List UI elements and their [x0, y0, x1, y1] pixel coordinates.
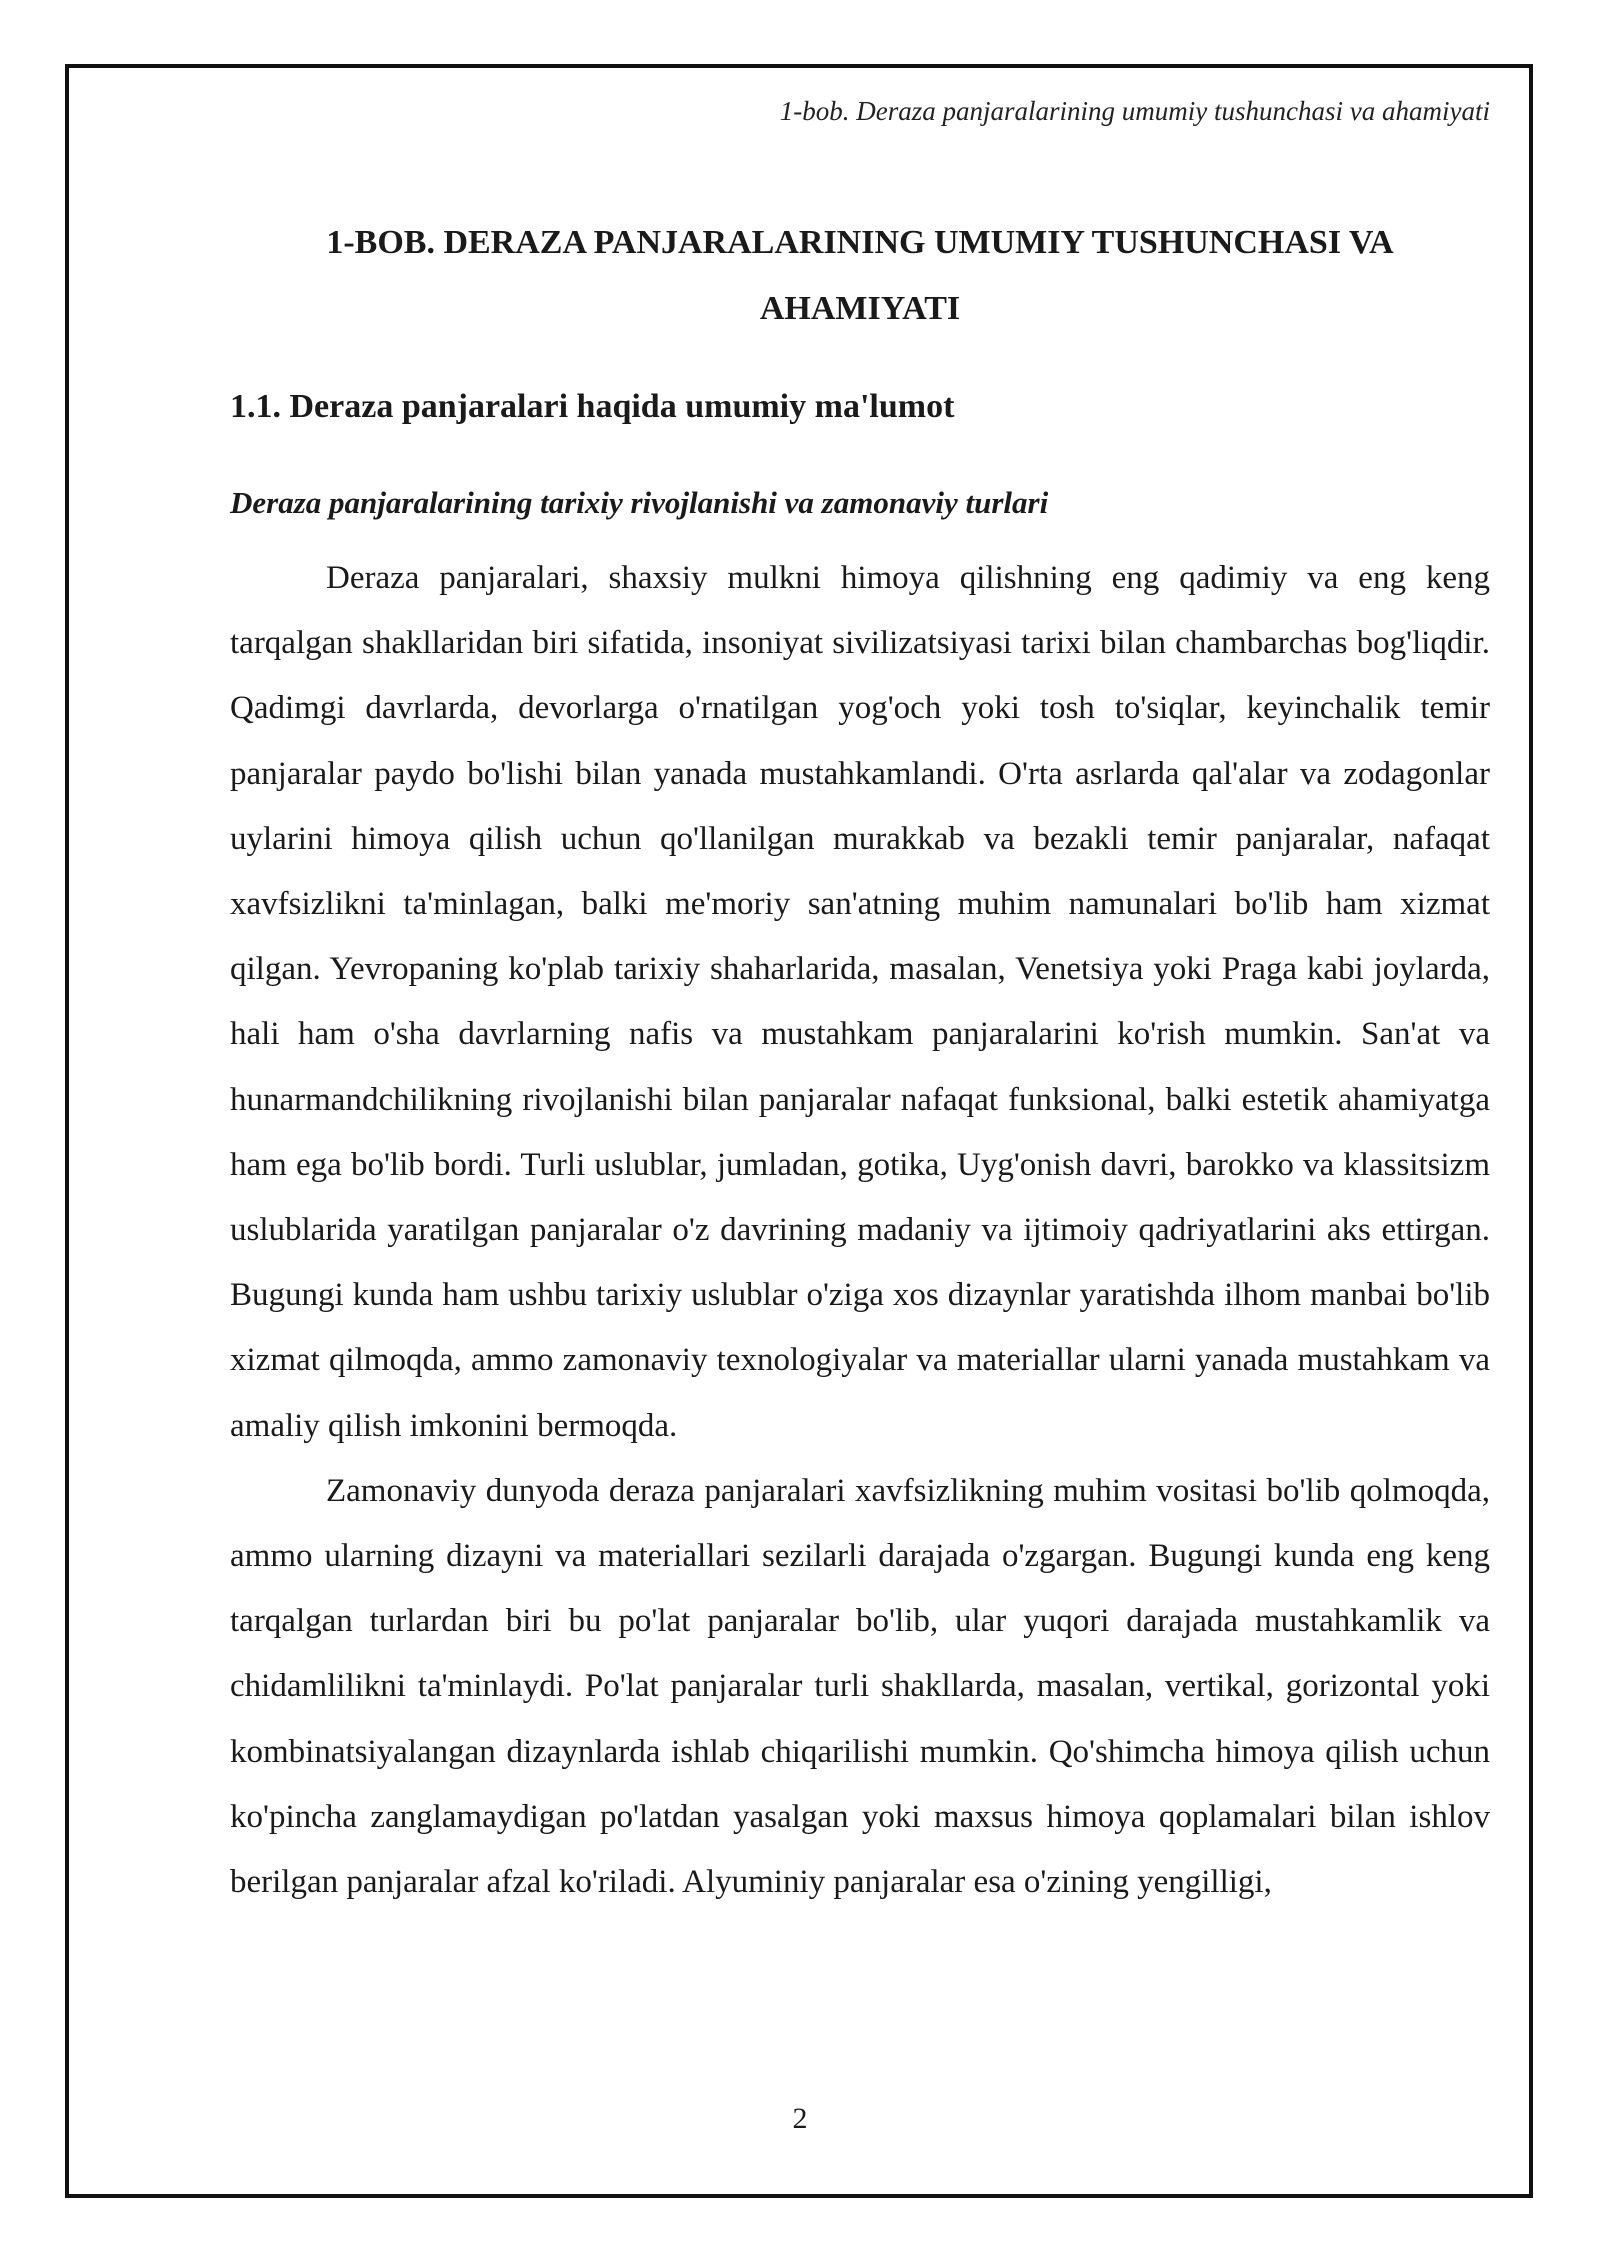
- section-heading: 1.1. Deraza panjaralari haqida umumiy ma'lumot: [230, 388, 955, 425]
- chapter-title: [230, 210, 1490, 342]
- page-number: 2: [792, 2102, 808, 2135]
- subsection-heading: Deraza panjaralarining tarixiy rivojlanishi va zamonaviy turlari: [230, 485, 1049, 520]
- chapter-title-line-1: 1-BOB. DERAZA PANJARALARINING UMUMIY TUSHUNCHASI VA: [326, 224, 1394, 261]
- paragraph: Zamonaviy dunyoda deraza panjaralari xavfsizlikning muhim vositasi bo'lib qolmoqda, ammo ularning dizayni va materiallari sezilarli darajada o'zgargan. Bugungi kunda eng keng tarqalgan turlardan biri bu po'lat panjaralar bo'lib, ular yuqori darajada mustahkamlik va chidamlilikni ta'minlaydi. Po'lat panjaralar turli shakllarda, masalan, vertikal, gorizontal yoki kombinatsiyalangan dizaynlarda ishlab chiqarilishi mumkin. Qo'shimcha himoya qilish uchun ko'pincha zanglamaydigan po'latdan yasalgan yoki maxsus himoya qoplamalari bilan ishlov berilgan panjaralar afzal ko'riladi. Alyuminiy panjaralar esa o'zining yengilligi,: [230, 1472, 1490, 1901]
- running-header: 1-bob. Deraza panjaralarining umumiy tushunchasi va ahamiyati: [779, 96, 1490, 126]
- paragraph: Deraza panjaralari, shaxsiy mulkni himoya qilishning eng qadimiy va eng keng tarqalgan shakllaridan biri sifatida, insoniyat sivilizatsiyasi tarixi bilan chambarchas bog'liqdir. Qadimgi davrlarda, devorlarga o'rnatilgan yog'och yoki tosh to'siqlar, keyinchalik temir panjaralar paydo bo'lishi bilan yanada mustahkamlandi. O'rta asrlarda qal'alar va zodagonlar uylarini himoya qilish uchun qo'llanilgan murakkab va bezakli temir panjaralar, nafaqat xavfsizlikni ta'minlagan, balki me'moriy san'atning muhim namunalari bo'lib ham xizmat qilgan. Yevropaning ko'plab tarixiy shaharlarida, masalan, Venetsiya yoki Praga kabi joylarda, hali ham o'sha davrlarning nafis va mustahkam panjaralarini ko'rish mumkin. San'at va hunarmandchilikning rivojlanishi bilan panjaralar nafaqat funksional, balki estetik ahamiyatga ham ega bo'lib bordi. Turli uslublar, jumladan, gotika, Uyg'onish davri, barokko va klassitsizm uslublarida yaratilgan panjaralar o'z davrining madaniy va ijtimoiy qadriyatlarini aks ettirgan. Bugungi kunda ham ushbu tarixiy uslublar o'ziga xos dizaynlar yaratishda ilhom manbai bo'lib xizmat qilmoqda, ammo zamonaviy texnologiyalar va materiallar ularni yanada mustahkam va amaliy qilish imkonini bermoqda.: [230, 560, 1490, 1444]
- body-text: [230, 546, 1490, 1915]
- chapter-title-line-2: AHAMIYATI: [759, 290, 961, 327]
